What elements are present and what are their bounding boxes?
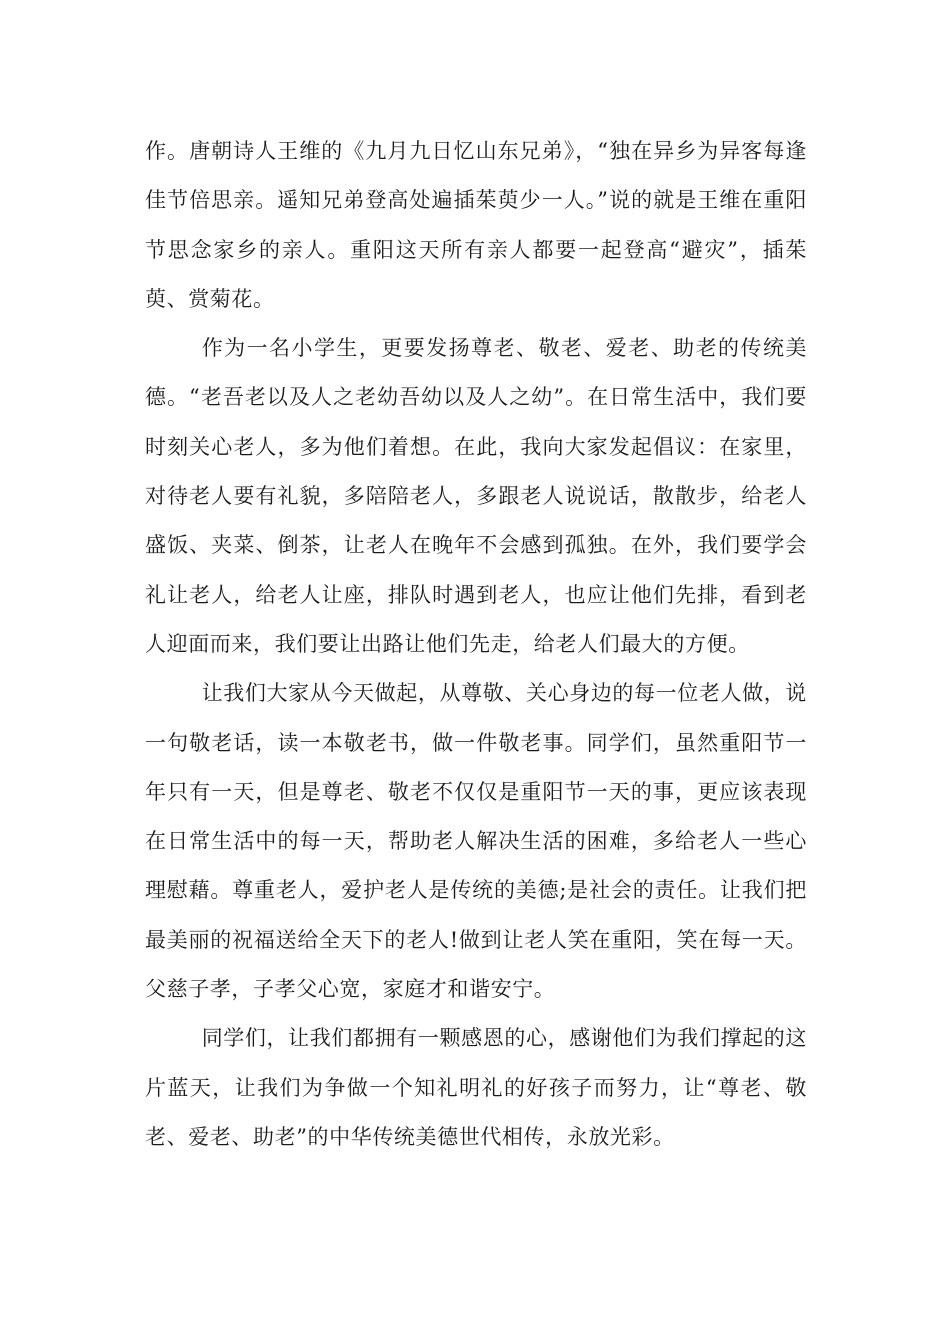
paragraph-1: 作。唐朝诗人王维的《九月九日忆山东兄弟》，“独在异乡为异客每逢佳节倍思亲。遥知兄弟登高处遍插茱萸少一人。”说的就是王维在重阳节思念家乡的亲人。重阳这天所有亲人都要一起登高“避灾”，插茱萸、赏菊花。: [145, 139, 808, 311]
paragraph-3: 让我们大家从今天做起，从尊敬、关心身边的每一位老人做，说一句敬老话，读一本敬老书，做一件敬老事。同学们，虽然重阳节一年只有一天，但是尊老、敬老不仅仅是重阳节一天的事，更应该表现在日常生活中的每一天，帮助老人解决生活的困难，多给老人一些心理慰藉。尊重老人，爱护老人是传统的美德;是社会的责任。让我们把最美丽的祝福送给全天下的老人!做到让老人笑在重阳，笑在每一天。父慈子孝，子孝父心宽，家庭才和谐安宁。: [145, 681, 807, 1002]
document-body: [145, 127, 807, 1162]
paragraph-2: 作为一名小学生，更要发扬尊老、敬老、爱老、助老的传统美德。“老吾老以及人之老幼吾幼以及人之幼”。在日常生活中，我们要时刻关心老人，多为他们着想。在此，我向大家发起倡议：在家里，对待老人要有礼貌，多陪陪老人，多跟老人说说话，散散步，给老人盛饭、夹菜、倒茶，让老人在晚年不会感到孤独。在外，我们要学会礼让老人，给老人让座，排队时遇到老人，也应让他们先排，看到老人迎面而来，我们要让出路让他们先走，给老人们最大的方便。: [145, 336, 807, 656]
paragraph-4: 同学们，让我们都拥有一颗感恩的心，感谢他们为我们撑起的这片蓝天，让我们为争做一个知礼明礼的好孩子而努力，让“尊老、敬老、爱老、助老”的中华传统美德世代相传，永放光彩。: [145, 1026, 807, 1149]
